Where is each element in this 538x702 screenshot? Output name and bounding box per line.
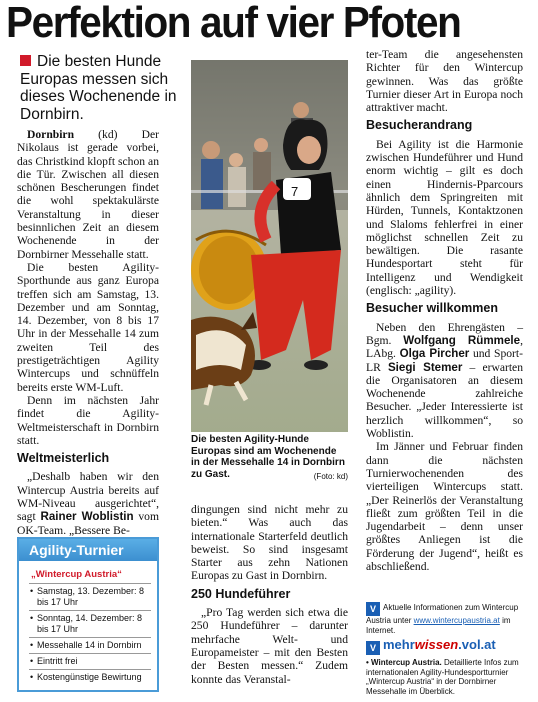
paragraph-text: (kd) Der Nikolaus ist gerade vorbei, das Christkind klopft schon an die Tür. Zwischen all diesen schönen Bescherungen findet die wohl spektakulärste Veranstaltung in dieser besinnlichen Zeit an diesem Wochenende in der Dornbirner Messehalle statt. [17,128,159,261]
paragraph-text: „Deshalb haben wir den Wintercup Austria bereits auf WM-Niveau ausgerichtet“, sagt [17,470,159,524]
list-item: • Eintritt frei [29,653,151,669]
note-text: im Internet. [366,616,511,635]
info-box-subtitle: „Wintercup Austria“ [31,569,122,580]
paragraph: „Pro Tag werden sich etwa die 250 Hundeführer – darunter mehrfache Welt- und Europameister – mit den Besten der Besten messen.“ Zudem konnte das Veranstal- [191,606,348,686]
mehrwissen-desc: Detaillierte Infos zum internationalen Agility-Hundesportturnier „Wintercup Austria“ in der Dornbirner Messehalle im Überblick. [366,658,519,696]
list-item: • Messehalle 14 in Dornbirn [29,637,151,653]
paragraph: Die besten Agility-Sporthunde aus ganz Europa treffen sich am Samstag, 13. Dezember und am Sonntag, 14. Dezember, von 8 bis 17 Uhr in der Messehalle 14 zum zweiten Teil des prestigeträchtigen Agility Wintercups und schnüffeln bereits erste WM-Luft. [17,260,159,394]
web-info-note [366,602,526,635]
info-box [17,537,159,692]
lead-label: Die besten Hunde Europas messen sich dieses Wochenende in Dornbirn. [20,53,177,123]
person-name: Wolfgang Rümmele [403,333,521,347]
person-name: Olga Pircher [399,347,470,361]
mehrwissen-bold: • Wintercup Austria. [366,658,442,667]
headline: Perfektion auf vier Pfoten [6,0,461,47]
red-square-icon [20,55,31,66]
paragraph-text: , LAbg. [366,333,523,361]
website-link[interactable]: www.wintercupaustria.at [413,616,500,625]
caption-text: Die besten Agility-Hunde Europas sind am Wochenende in der Messehalle 14 in Dornbirn zu Gast. [191,434,345,480]
list-item: • Kostengünstige Bewirtung [29,669,151,685]
photo-credit: (Foto: kd) [313,471,348,481]
paragraph-text: Neben den Ehrengästen – Bgm. [366,320,523,347]
paragraph [17,128,159,261]
logo-text: .vol.at [458,637,496,652]
article-column-3 [366,48,523,573]
lead-text [20,53,190,123]
svg-text:7: 7 [291,184,299,199]
logo-text: wissen [414,637,459,652]
mehrwissen-box [366,637,526,696]
paragraph [17,470,159,536]
mehrwissen-text [366,658,526,696]
paragraph-text: und Sport-LR [366,347,523,374]
info-list [29,583,151,685]
mehrwissen-logo [366,637,526,655]
subheading: Weltmeisterlich [17,451,110,466]
subheading: Besucher willkommen [366,301,498,316]
person-name: Rainer Woblistin [40,510,134,524]
person-name: Siegi Stemer [387,360,463,374]
info-box-title: Agility-Turnier [19,539,157,561]
vol-logo-icon: V [366,602,380,616]
list-item: • Sonntag, 14. Dezember: 8 bis 17 Uhr [29,610,151,637]
paragraph: Denn im nächsten Jahr findet die Agility-Weltmeisterschaft in Dornbirn statt. [17,393,159,447]
paragraph-text: – erwarten die Organisatoren an diesem Wochenende zahlreiche Besucher. „Jeder Interessierte ist herzlich willkommen“, so Woblistin. [366,360,523,441]
vol-logo-icon: V [366,641,380,655]
article-column-2 [191,503,348,686]
paragraph-text: vom OK-Team. „Bessere Be- [17,510,159,537]
logo-text: mehr [383,637,415,652]
note-text: Aktuelle Informationen zum Wintercup Austria unter [366,603,519,625]
photo-illustration [191,60,348,432]
article-column-1 [17,128,159,537]
paragraph: Bei Agility ist die Harmonie zwischen Hundeführer und Hund enorm wichtig – gilt es doch einen Hindernis-Pparcours ähnlich dem Springreiten mit Hürden, Tunnels, Kontaktzonen und Slaloms fehlerfrei in einer möglichst schnellen Zeit zu bewältigen. Die rasante Hundesportart steht für Intelligenz und Wendigkeit (englisch: „agility). [366,137,523,298]
paragraph [366,321,523,441]
list-item: • Samstag, 13. Dezember: 8 bis 17 Uhr [29,583,151,610]
agility-photo [191,60,348,432]
subheading: Besucherandrang [366,118,473,133]
subheading: 250 Hundeführer [191,586,291,601]
dateline: Dornbirn [27,128,75,141]
photo-caption [191,434,348,482]
paragraph: ter-Team die angesehensten Richter für den Wintercup gewinnen. Was das größte Turnier dieser Art in Europa noch attraktiver macht. [366,48,523,115]
paragraph: dingungen sind nicht mehr zu bieten.“ Was auch das internationale Starterfeld deutlich beweist. So sind insgesamt Starter aus zehn Nationen Europas zu Gast in Dornbirn. [191,503,348,583]
paragraph: Im Jänner und Februar finden dann die nächsten Turnierwochenenden des vierteiligen Wintercups statt. „Der Reinerlös der Veranstaltung fließt zum größten Teil in die Jugendarbeit – denn unser größtes Anliegen ist die Förderung der Jugend“, heißt es abschließend. [366,440,523,573]
